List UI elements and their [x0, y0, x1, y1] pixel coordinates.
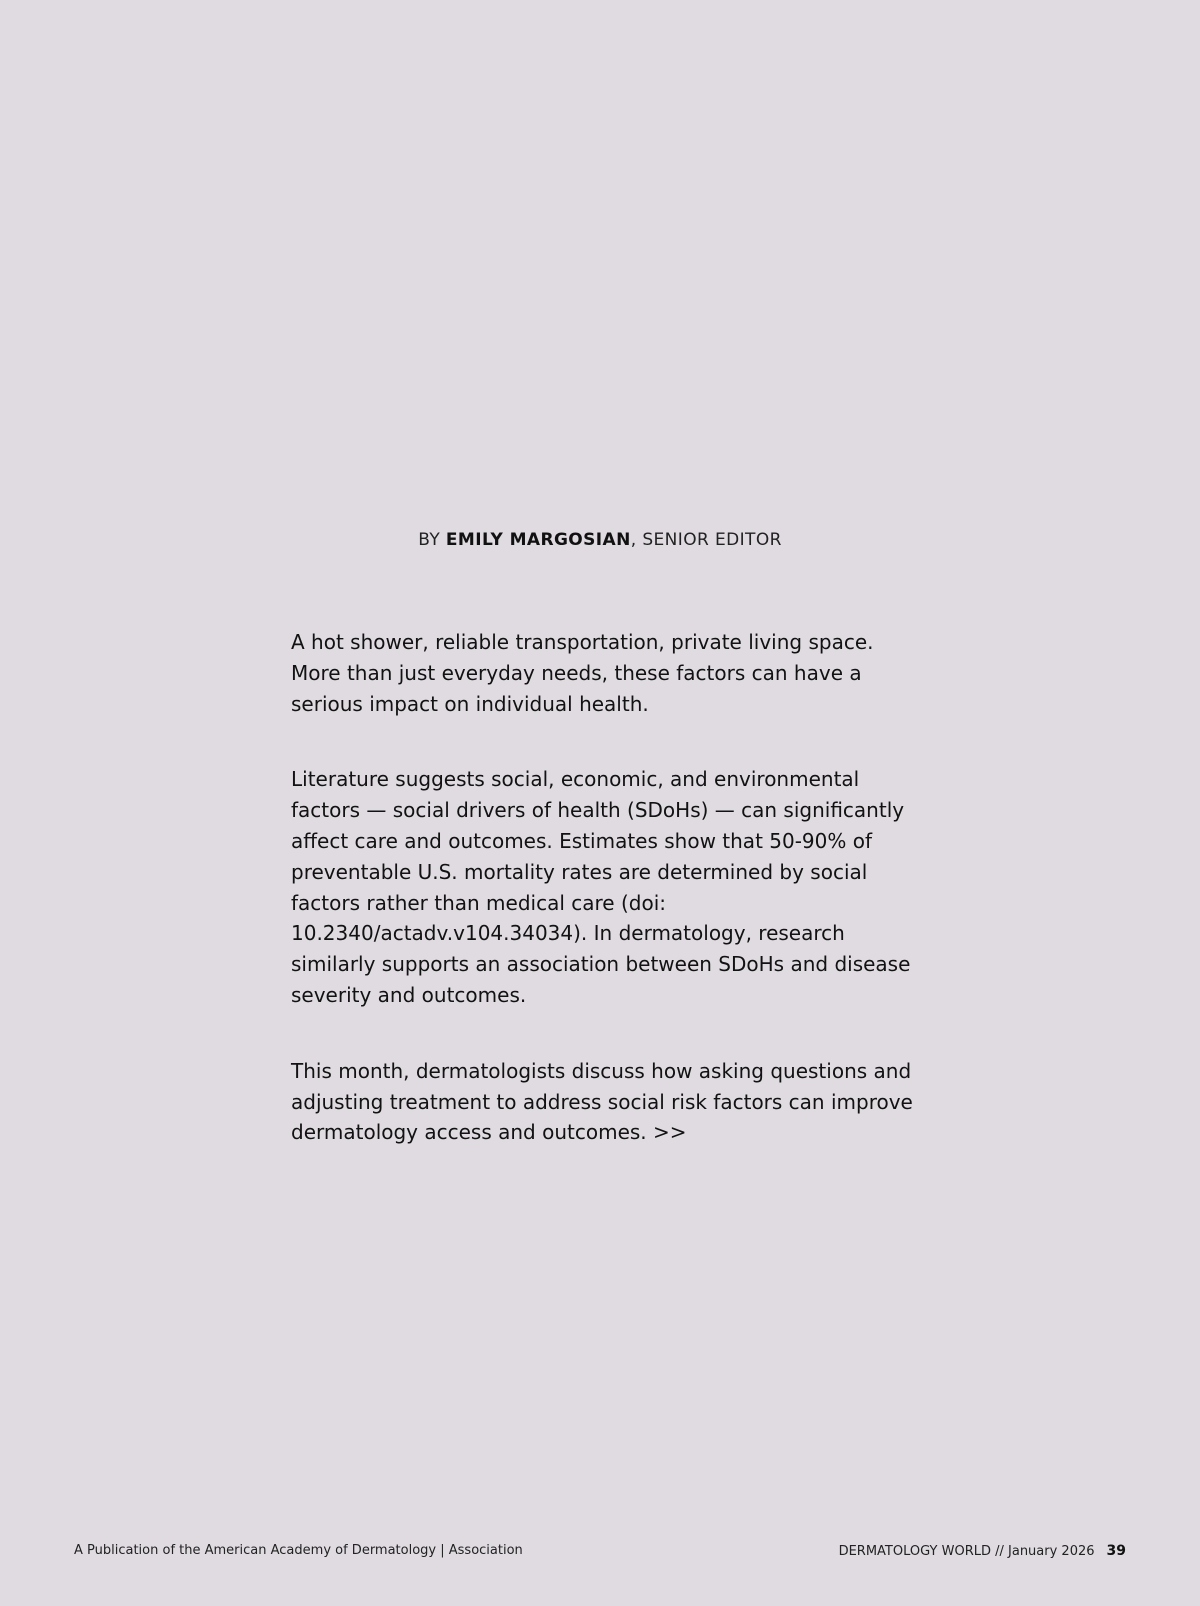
byline-prefix: BY — [418, 530, 446, 550]
footer-magazine-issue: DERMATOLOGY WORLD // January 2026 — [838, 1544, 1095, 1559]
byline-author: EMILY MARGOSIAN — [445, 530, 631, 550]
article-paragraph-2: Literature suggests social, economic, and environmental factors — social drivers of health (SDoHs) — can significantly affect care and outcomes. Estimates show that 50-90% of preventable U.S. mortality rates are determined by social factors rather than medical care (doi: 10.2340/actadv.v104.34034). In dermatology, research similarly supports an association between SDoHs and disease severity and outcomes. — [291, 767, 911, 1007]
byline-suffix: , SENIOR EDITOR — [630, 530, 782, 550]
article-paragraph-3: This month, dermatologists discuss how asking questions and adjusting treatment to address social risk factors can improve dermatology access and outcomes. >> — [291, 1058, 913, 1145]
footer-issue-info — [839, 1543, 1126, 1559]
article-paragraph-1: A hot shower, reliable transportation, private living space. More than just everyday needs, these factors can have a serious impact on individual health. — [291, 630, 874, 716]
article-body — [291, 627, 916, 1193]
page-number: 39 — [1106, 1543, 1126, 1559]
byline — [0, 530, 1200, 550]
footer-publication: A Publication of the American Academy of Dermatology | Association — [74, 1543, 523, 1558]
